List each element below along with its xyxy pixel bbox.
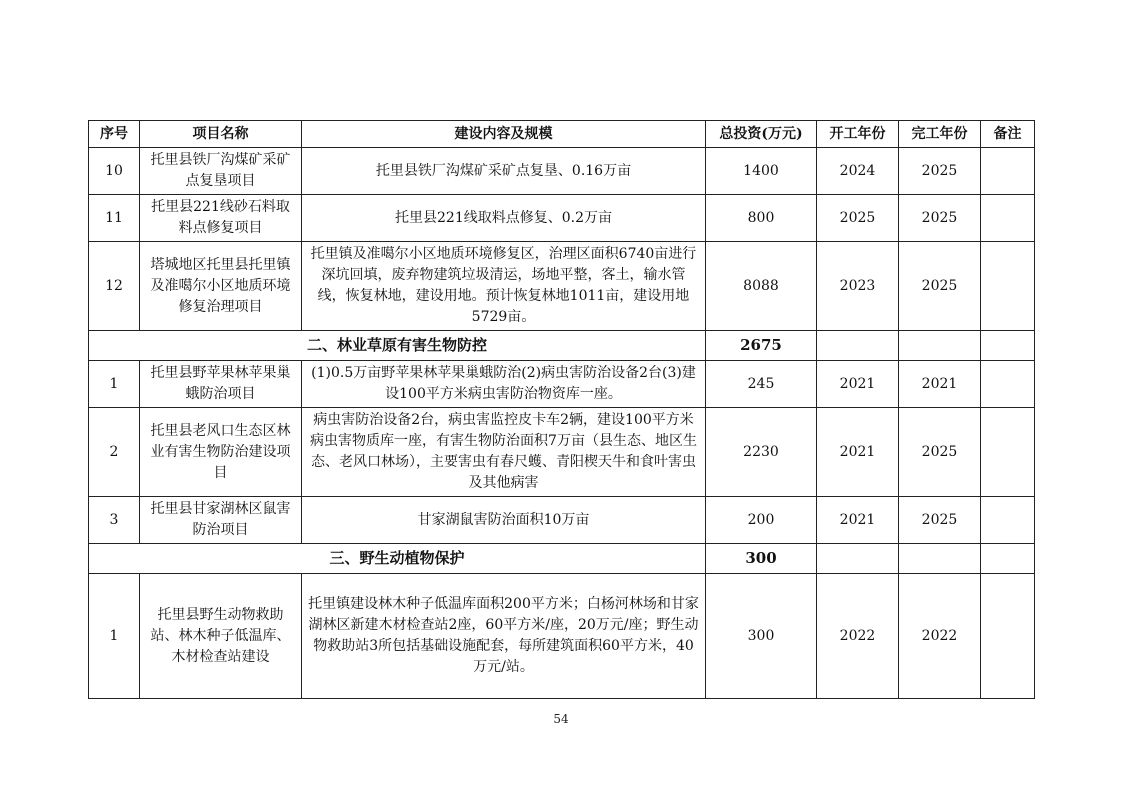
section-total: 2675 — [706, 331, 817, 361]
row-end-year: 2025 — [899, 242, 981, 331]
row-project-name: 托里县铁厂沟煤矿采矿点复垦项目 — [140, 148, 302, 195]
section-total: 300 — [706, 544, 817, 574]
header-investment: 总投资(万元) — [706, 121, 817, 148]
row-note — [981, 497, 1035, 544]
header-row — [89, 121, 1035, 148]
section-empty-cell — [899, 544, 981, 574]
section-title: 二、林业草原有害生物防控 — [89, 331, 706, 361]
row-no: 11 — [89, 195, 140, 242]
table-row — [89, 408, 1035, 497]
row-start-year: 2024 — [817, 148, 899, 195]
section-empty-cell — [817, 544, 899, 574]
row-start-year: 2021 — [817, 361, 899, 408]
row-note — [981, 408, 1035, 497]
row-start-year: 2021 — [817, 497, 899, 544]
row-start-year: 2022 — [817, 574, 899, 699]
row-no: 12 — [89, 242, 140, 331]
header-start-year: 开工年份 — [817, 121, 899, 148]
row-start-year: 2021 — [817, 408, 899, 497]
table-row — [89, 242, 1035, 331]
row-end-year: 2025 — [899, 408, 981, 497]
row-end-year: 2025 — [899, 148, 981, 195]
header-name: 项目名称 — [140, 121, 302, 148]
section-title: 三、野生动植物保护 — [89, 544, 706, 574]
row-investment: 800 — [706, 195, 817, 242]
table-row — [89, 195, 1035, 242]
row-note — [981, 361, 1035, 408]
table-row — [89, 574, 1035, 699]
project-table — [88, 120, 1035, 699]
row-content: 病虫害防治设备2台，病虫害监控皮卡车2辆，建设100平方米病虫害物质库一座，有害生物防治面积7万亩（县生态、地区生态、老风口林场），主要害虫有春尺蠖、青阳楔天牛和食叶害虫及其他病害 — [302, 408, 706, 497]
row-project-name: 托里县野苹果林苹果巢蛾防治项目 — [140, 361, 302, 408]
row-investment: 300 — [706, 574, 817, 699]
row-investment: 245 — [706, 361, 817, 408]
row-note — [981, 195, 1035, 242]
row-end-year: 2022 — [899, 574, 981, 699]
header-note: 备注 — [981, 121, 1035, 148]
page-number: 54 — [553, 712, 569, 726]
row-end-year: 2021 — [899, 361, 981, 408]
row-content: 托里镇建设林木种子低温库面积200平方米；白杨河林场和甘家湖林区新建木材检查站2座，60平方米/座，20万元/座；野生动物救助站3所包括基础设施配套，每所建筑面积60平方米，40万元/站。 — [302, 574, 706, 699]
row-investment: 200 — [706, 497, 817, 544]
row-investment: 2230 — [706, 408, 817, 497]
row-content: 托里县铁厂沟煤矿采矿点复垦、0.16万亩 — [302, 148, 706, 195]
section-empty-cell — [817, 331, 899, 361]
row-no: 2 — [89, 408, 140, 497]
row-start-year: 2023 — [817, 242, 899, 331]
row-note — [981, 148, 1035, 195]
section-empty-cell — [981, 544, 1035, 574]
row-project-name: 塔城地区托里县托里镇及准噶尔小区地质环境修复治理项目 — [140, 242, 302, 331]
row-content: 托里镇及准噶尔小区地质环境修复区，治理区面积6740亩进行深坑回填，废弃物建筑垃圾清运，场地平整，客土，输水管线，恢复林地，建设用地。预计恢复林地1011亩，建设用地5729亩。 — [302, 242, 706, 331]
row-project-name: 托里县甘家湖林区鼠害防治项目 — [140, 497, 302, 544]
row-end-year: 2025 — [899, 497, 981, 544]
row-content: 托里县221线取料点修复、0.2万亩 — [302, 195, 706, 242]
row-content: 甘家湖鼠害防治面积10万亩 — [302, 497, 706, 544]
row-start-year: 2025 — [817, 195, 899, 242]
section-empty-cell — [981, 331, 1035, 361]
row-note — [981, 242, 1035, 331]
row-project-name: 托里县老风口生态区林业有害生物防治建设项目 — [140, 408, 302, 497]
table-row — [89, 361, 1035, 408]
row-note — [981, 574, 1035, 699]
row-no: 10 — [89, 148, 140, 195]
table-row — [89, 497, 1035, 544]
header-end-year: 完工年份 — [899, 121, 981, 148]
row-project-name: 托里县野生动物救助站、林木种子低温库、木材检查站建设 — [140, 574, 302, 699]
row-project-name: 托里县221线砂石料取料点修复项目 — [140, 195, 302, 242]
header-no: 序号 — [89, 121, 140, 148]
row-no: 1 — [89, 361, 140, 408]
section-row — [89, 331, 1035, 361]
row-no: 3 — [89, 497, 140, 544]
table-row — [89, 148, 1035, 195]
row-investment: 1400 — [706, 148, 817, 195]
header-content: 建设内容及规模 — [302, 121, 706, 148]
row-content: (1)0.5万亩野苹果林苹果巢蛾防治(2)病虫害防治设备2台(3)建设100平方米病虫害防治物资库一座。 — [302, 361, 706, 408]
section-empty-cell — [899, 331, 981, 361]
row-end-year: 2025 — [899, 195, 981, 242]
row-no: 1 — [89, 574, 140, 699]
section-row — [89, 544, 1035, 574]
row-investment: 8088 — [706, 242, 817, 331]
